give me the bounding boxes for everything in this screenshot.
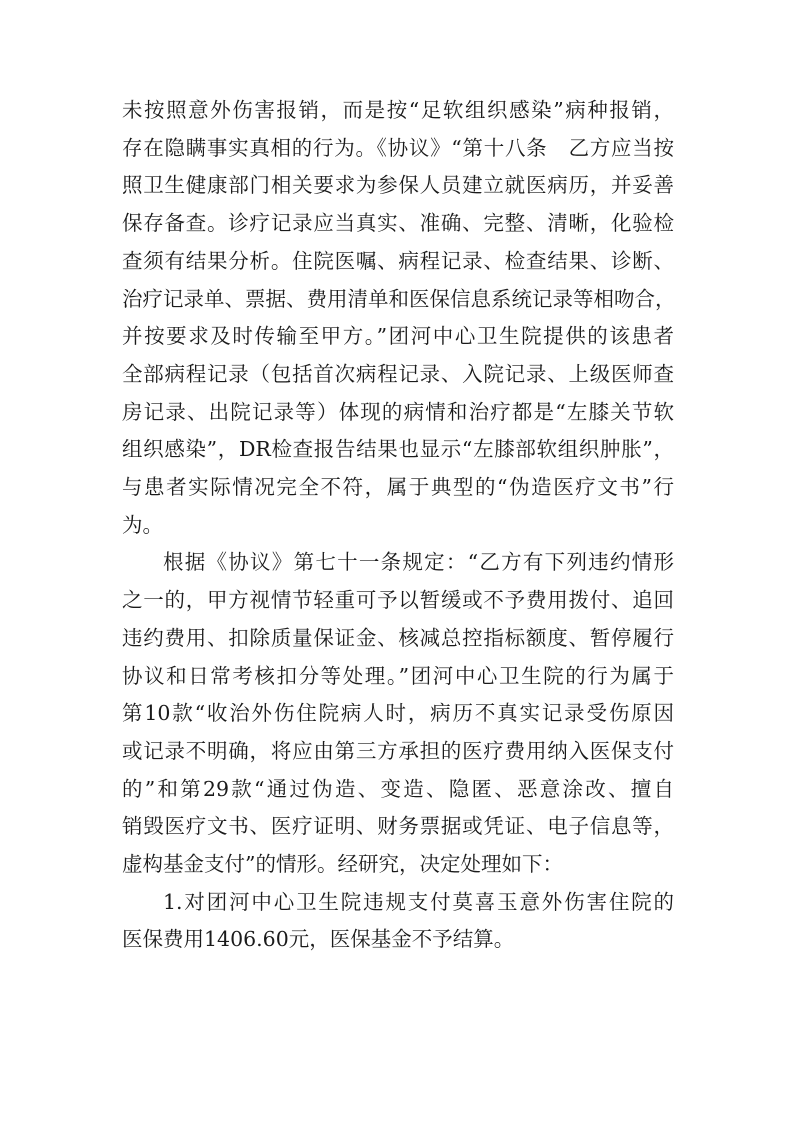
text-line: 存在隐瞒事实真相的行为。《协议》“第十八条 乙方应当按 (122, 135, 674, 160)
text-line: 查须有结果分析。住院医嘱、病程记录、检查结果、诊断、 (122, 248, 674, 273)
text-line: 1.对团河中心卫生院违规支付莫喜玉意外伤害住院的 (163, 889, 674, 914)
text-line: 房记录、出院记录等）体现的病情和治疗都是“左膝关节软 (122, 399, 674, 424)
text-line: 与患者实际情况完全不符，属于典型的“伪造医疗文书”行 (122, 475, 674, 499)
text-line: 照卫生健康部门相关要求为参保人员建立就医病历，并妥善 (122, 173, 674, 198)
text-line: 第10款“收治外伤住院病人时，病历不真实记录受伤原因 (122, 701, 674, 726)
text-line: 未按照意外伤害报销，而是按“足软组织感染”病种报销， (122, 98, 674, 122)
text-line: 全部病程记录（包括首次病程记录、入院记录、上级医师查 (122, 361, 674, 386)
text-line: 违约费用、扣除质量保证金、核减总控指标额度、暂停履行 (122, 625, 674, 650)
text-line: 为。 (122, 512, 163, 537)
text-line: 的”和第29款“通过伪造、变造、隐匿、恶意涂改、擅自 (122, 776, 674, 801)
text-line: 根据《协议》第七十一条规定：“乙方有下列违约情形 (163, 550, 674, 575)
text-line: 治疗记录单、票据、费用清单和医保信息系统记录等相吻合， (122, 286, 676, 311)
text-line: 之一的，甲方视情节轻重可予以暂缓或不予费用拨付、追回 (122, 588, 674, 613)
text-line: 或记录不明确，将应由第三方承担的医疗费用纳入医保支付 (122, 738, 674, 763)
text-line: 虚构基金支付”的情形。经研究，决定处理如下： (122, 852, 563, 876)
text-line: 保存备查。诊疗记录应当真实、准确、完整、清晰，化验检 (122, 211, 674, 236)
text-line: 销毁医疗文书、医疗证明、财务票据或凭证、电子信息等， (122, 814, 674, 839)
text-line: 医保费用1406.60元，医保基金不予结算。 (122, 927, 515, 952)
text-line: 组织感染”，DR检查报告结果也显示“左膝部软组织肿胀”， (122, 437, 674, 462)
text-line: 协议和日常考核扣分等处理。”团河中心卫生院的行为属于 (122, 663, 674, 688)
text-line: 并按要求及时传输至甲方。”团河中心卫生院提供的该患者 (122, 324, 674, 349)
